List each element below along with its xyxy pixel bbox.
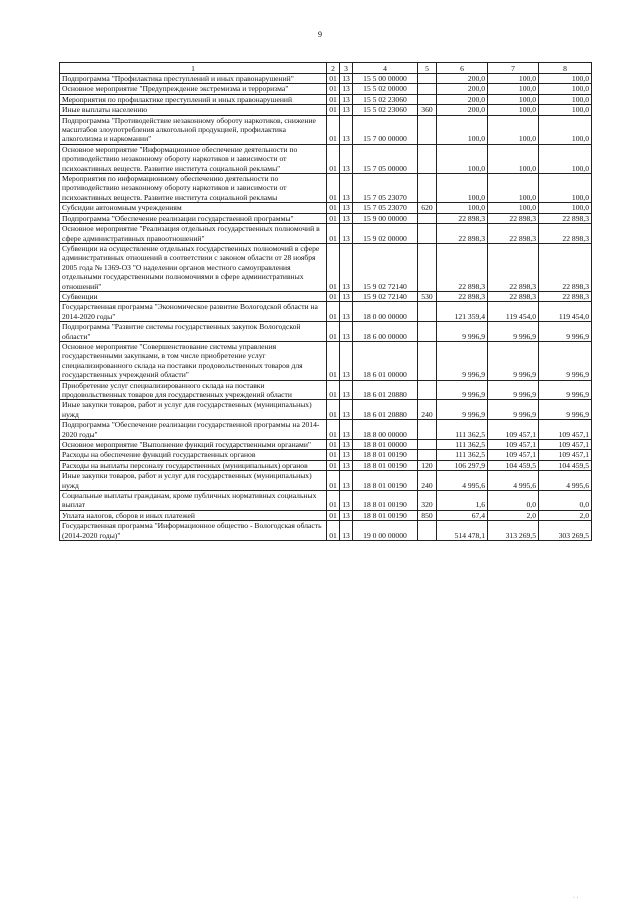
row-year3-amount-cell: 100,0 xyxy=(539,174,592,203)
row-name-cell: Расходы на выплаты персоналу государственных (муниципальных) органов xyxy=(60,460,327,470)
row-year2-amount-cell: 9 996,9 xyxy=(488,380,539,400)
row-name-cell: Субвенции на осуществление отдельных государственных полномочий в сфере административных отношений в соответствии с законом области от 28 ноября 2005 года № 1369-ОЗ "О наделении органов местного самоуправления отдельными государственными полномочиями в сфере административных отношений" xyxy=(60,243,327,291)
row-year3-amount-cell: 0,0 xyxy=(539,491,592,511)
row-year1-amount-cell: 100,0 xyxy=(437,174,488,203)
row-section-cell: 01 xyxy=(327,74,340,84)
row-year1-amount-cell: 67,4 xyxy=(437,510,488,520)
row-expense-type-cell: 320 xyxy=(418,491,437,511)
row-year1-amount-cell: 200,0 xyxy=(437,74,488,84)
row-name-cell: Подпрограмма "Профилактика преступлений и иных правонарушений" xyxy=(60,74,327,84)
row-subsection-cell: 13 xyxy=(340,322,353,342)
row-target-article-cell: 15 5 02 23060 xyxy=(353,105,418,115)
row-subsection-cell: 13 xyxy=(340,84,353,94)
row-expense-type-cell xyxy=(418,420,437,440)
row-section-cell: 01 xyxy=(327,400,340,420)
row-name-cell: Основное мероприятие "Выполнение функций государственными органами" xyxy=(60,440,327,450)
row-name-cell: Мероприятия по профилактике преступлений и иных правонарушений xyxy=(60,94,327,104)
table-row xyxy=(60,213,592,223)
row-year2-amount-cell: 100,0 xyxy=(488,115,539,144)
table-row xyxy=(60,291,592,301)
row-section-cell: 01 xyxy=(327,521,340,541)
row-target-article-cell: 15 5 02 23060 xyxy=(353,94,418,104)
row-expense-type-cell xyxy=(418,174,437,203)
row-year1-amount-cell: 100,0 xyxy=(437,203,488,213)
row-subsection-cell: 13 xyxy=(340,203,353,213)
row-target-article-cell: 18 6 01 00000 xyxy=(353,341,418,380)
table-row xyxy=(60,341,592,380)
row-subsection-cell: 13 xyxy=(340,213,353,223)
row-subsection-cell: 13 xyxy=(340,510,353,520)
table-row xyxy=(60,115,592,144)
row-section-cell: 01 xyxy=(327,174,340,203)
table-row xyxy=(60,380,592,400)
row-section-cell: 01 xyxy=(327,105,340,115)
row-year1-amount-cell: 22 898,3 xyxy=(437,213,488,223)
row-section-cell: 01 xyxy=(327,224,340,244)
table-row xyxy=(60,243,592,291)
row-year1-amount-cell: 106 297,9 xyxy=(437,460,488,470)
page-number: 9 xyxy=(318,30,322,39)
row-section-cell: 01 xyxy=(327,460,340,470)
row-year1-amount-cell: 200,0 xyxy=(437,84,488,94)
row-subsection-cell: 13 xyxy=(340,491,353,511)
row-name-cell: Основное мероприятие "Совершенствование системы управления государственными закупками, в том числе приобретение услуг специализированного склада на поставки продовольственных товаров для государственных учреждений области" xyxy=(60,341,327,380)
row-year1-amount-cell: 111 362,5 xyxy=(437,450,488,460)
row-name-cell: Расходы на обеспечение функций государственных органов xyxy=(60,450,327,460)
row-target-article-cell: 19 0 00 00000 xyxy=(353,521,418,541)
row-target-article-cell: 18 0 00 00000 xyxy=(353,302,418,322)
table-row xyxy=(60,224,592,244)
table-row xyxy=(60,174,592,203)
row-section-cell: 01 xyxy=(327,203,340,213)
table-row xyxy=(60,84,592,94)
row-subsection-cell: 13 xyxy=(340,74,353,84)
row-expense-type-cell: 850 xyxy=(418,510,437,520)
row-year3-amount-cell: 9 996,9 xyxy=(539,400,592,420)
row-target-article-cell: 18 8 01 00190 xyxy=(353,491,418,511)
row-year2-amount-cell: 9 996,9 xyxy=(488,341,539,380)
row-name-cell: Социальные выплаты гражданам, кроме публичных нормативных социальных выплат xyxy=(60,491,327,511)
table-body xyxy=(60,74,592,541)
row-year2-amount-cell: 100,0 xyxy=(488,105,539,115)
header-cell-1: 1 xyxy=(60,63,327,74)
row-subsection-cell: 13 xyxy=(340,174,353,203)
row-subsection-cell: 13 xyxy=(340,243,353,291)
row-target-article-cell: 15 7 05 23070 xyxy=(353,203,418,213)
row-expense-type-cell xyxy=(418,115,437,144)
row-year3-amount-cell: 100,0 xyxy=(539,115,592,144)
row-year2-amount-cell: 100,0 xyxy=(488,84,539,94)
row-name-cell: Государственная программа "Экономическое развитие Вологодской области на 2014-2020 годы" xyxy=(60,302,327,322)
table-row xyxy=(60,450,592,460)
row-expense-type-cell: 360 xyxy=(418,105,437,115)
row-name-cell: Государственная программа "Информационное общество - Вологодская область (2014-2020 годы)" xyxy=(60,521,327,541)
row-year1-amount-cell: 9 996,9 xyxy=(437,341,488,380)
row-section-cell: 01 xyxy=(327,440,340,450)
row-year2-amount-cell: 100,0 xyxy=(488,94,539,104)
row-year1-amount-cell: 9 996,9 xyxy=(437,380,488,400)
row-name-cell: Подпрограмма "Обеспечение реализации государственной программы" xyxy=(60,213,327,223)
row-expense-type-cell: 530 xyxy=(418,291,437,301)
row-year2-amount-cell: 100,0 xyxy=(488,144,539,173)
row-year3-amount-cell: 22 898,3 xyxy=(539,224,592,244)
row-year1-amount-cell: 9 996,9 xyxy=(437,400,488,420)
row-target-article-cell: 18 6 01 20880 xyxy=(353,400,418,420)
row-section-cell: 01 xyxy=(327,213,340,223)
row-year3-amount-cell: 22 898,3 xyxy=(539,213,592,223)
row-subsection-cell: 13 xyxy=(340,302,353,322)
row-subsection-cell: 13 xyxy=(340,144,353,173)
row-year1-amount-cell: 4 995,6 xyxy=(437,471,488,491)
row-year3-amount-cell: 100,0 xyxy=(539,74,592,84)
row-name-cell: Уплата налогов, сборов и иных платежей xyxy=(60,510,327,520)
row-year1-amount-cell: 22 898,3 xyxy=(437,291,488,301)
row-year1-amount-cell: 121 359,4 xyxy=(437,302,488,322)
table-row xyxy=(60,144,592,173)
row-target-article-cell: 15 7 05 23070 xyxy=(353,174,418,203)
row-year2-amount-cell: 9 996,9 xyxy=(488,322,539,342)
row-subsection-cell: 13 xyxy=(340,291,353,301)
row-expense-type-cell xyxy=(418,84,437,94)
row-subsection-cell: 13 xyxy=(340,380,353,400)
row-year2-amount-cell: 119 454,0 xyxy=(488,302,539,322)
row-name-cell: Иные выплаты населению xyxy=(60,105,327,115)
row-subsection-cell: 13 xyxy=(340,440,353,450)
row-expense-type-cell: 240 xyxy=(418,400,437,420)
row-target-article-cell: 15 7 00 00000 xyxy=(353,115,418,144)
row-section-cell: 01 xyxy=(327,115,340,144)
row-subsection-cell: 13 xyxy=(340,341,353,380)
row-name-cell: Подпрограмма "Обеспечение реализации государственной программы на 2014-2020 годы" xyxy=(60,420,327,440)
row-section-cell: 01 xyxy=(327,302,340,322)
table-row xyxy=(60,203,592,213)
row-year2-amount-cell: 109 457,1 xyxy=(488,450,539,460)
row-expense-type-cell xyxy=(418,450,437,460)
row-year3-amount-cell: 4 995,6 xyxy=(539,471,592,491)
header-cell-5: 5 xyxy=(418,63,437,74)
row-target-article-cell: 18 6 00 00000 xyxy=(353,322,418,342)
row-year2-amount-cell: 22 898,3 xyxy=(488,243,539,291)
row-year2-amount-cell: 109 457,1 xyxy=(488,420,539,440)
row-section-cell: 01 xyxy=(327,84,340,94)
row-section-cell: 01 xyxy=(327,144,340,173)
row-target-article-cell: 18 8 01 00190 xyxy=(353,450,418,460)
row-year2-amount-cell: 313 269,5 xyxy=(488,521,539,541)
row-expense-type-cell xyxy=(418,322,437,342)
row-year2-amount-cell: 0,0 xyxy=(488,491,539,511)
row-year3-amount-cell: 100,0 xyxy=(539,94,592,104)
header-row xyxy=(60,63,592,74)
row-expense-type-cell xyxy=(418,302,437,322)
row-year1-amount-cell: 9 996,9 xyxy=(437,322,488,342)
row-year2-amount-cell: 100,0 xyxy=(488,203,539,213)
header-cell-7: 7 xyxy=(488,63,539,74)
row-section-cell: 01 xyxy=(327,243,340,291)
row-year2-amount-cell: 9 996,9 xyxy=(488,400,539,420)
row-year3-amount-cell: 109 457,1 xyxy=(539,450,592,460)
row-year1-amount-cell: 111 362,5 xyxy=(437,440,488,450)
table-row xyxy=(60,510,592,520)
row-section-cell: 01 xyxy=(327,380,340,400)
row-year3-amount-cell: 9 996,9 xyxy=(539,322,592,342)
row-year1-amount-cell: 200,0 xyxy=(437,94,488,104)
table-row xyxy=(60,74,592,84)
row-name-cell: Основное мероприятие "Информационное обеспечение деятельности по противодействию незаконному обороту наркотиков и зависимости от психоактивных веществ. Развитие института социальной рекламы" xyxy=(60,144,327,173)
row-year2-amount-cell: 4 995,6 xyxy=(488,471,539,491)
row-section-cell: 01 xyxy=(327,420,340,440)
row-year3-amount-cell: 100,0 xyxy=(539,84,592,94)
row-subsection-cell: 13 xyxy=(340,94,353,104)
row-expense-type-cell xyxy=(418,341,437,380)
table-row xyxy=(60,400,592,420)
row-year3-amount-cell: 119 454,0 xyxy=(539,302,592,322)
row-subsection-cell: 13 xyxy=(340,115,353,144)
row-target-article-cell: 15 9 00 00000 xyxy=(353,213,418,223)
row-expense-type-cell xyxy=(418,521,437,541)
row-year3-amount-cell: 100,0 xyxy=(539,203,592,213)
table-row xyxy=(60,440,592,450)
row-year2-amount-cell: 22 898,3 xyxy=(488,213,539,223)
table-row xyxy=(60,302,592,322)
header-cell-4: 4 xyxy=(353,63,418,74)
row-target-article-cell: 15 5 02 00000 xyxy=(353,84,418,94)
row-expense-type-cell xyxy=(418,380,437,400)
row-target-article-cell: 15 9 02 72140 xyxy=(353,243,418,291)
row-target-article-cell: 15 9 02 72140 xyxy=(353,291,418,301)
row-year3-amount-cell: 22 898,3 xyxy=(539,243,592,291)
table-row xyxy=(60,94,592,104)
row-year3-amount-cell: 9 996,9 xyxy=(539,380,592,400)
table-row xyxy=(60,491,592,511)
row-section-cell: 01 xyxy=(327,291,340,301)
row-year2-amount-cell: 22 898,3 xyxy=(488,291,539,301)
row-section-cell: 01 xyxy=(327,94,340,104)
row-expense-type-cell: 620 xyxy=(418,203,437,213)
row-section-cell: 01 xyxy=(327,471,340,491)
row-subsection-cell: 13 xyxy=(340,450,353,460)
row-name-cell: Субсидии автономным учреждениям xyxy=(60,203,327,213)
row-section-cell: 01 xyxy=(327,341,340,380)
row-year1-amount-cell: 200,0 xyxy=(437,105,488,115)
header-cell-8: 8 xyxy=(539,63,592,74)
table-row xyxy=(60,471,592,491)
row-expense-type-cell xyxy=(418,243,437,291)
row-target-article-cell: 15 9 02 00000 xyxy=(353,224,418,244)
row-year1-amount-cell: 100,0 xyxy=(437,115,488,144)
row-section-cell: 01 xyxy=(327,491,340,511)
row-year3-amount-cell: 109 457,1 xyxy=(539,440,592,450)
row-year3-amount-cell: 303 269,5 xyxy=(539,521,592,541)
row-target-article-cell: 18 8 01 00190 xyxy=(353,460,418,470)
row-section-cell: 01 xyxy=(327,322,340,342)
header-cell-2: 2 xyxy=(327,63,340,74)
row-target-article-cell: 15 7 05 00000 xyxy=(353,144,418,173)
row-year2-amount-cell: 2,0 xyxy=(488,510,539,520)
table-row xyxy=(60,322,592,342)
row-target-article-cell: 18 8 01 00190 xyxy=(353,471,418,491)
row-name-cell: Основное мероприятие "Предупреждение экстремизма и терроризма" xyxy=(60,84,327,94)
row-name-cell: Подпрограмма "Противодействие незаконному обороту наркотиков, снижение масштабов злоупотребления алкогольной продукцией, профилактика алкоголизма и наркомании" xyxy=(60,115,327,144)
row-year3-amount-cell: 100,0 xyxy=(539,105,592,115)
row-name-cell: Мероприятия по информационному обеспечению деятельности по противодействию незаконному обороту наркотиков и зависимости от психоактивных веществ. Развитие института социальной рекламы xyxy=(60,174,327,203)
row-subsection-cell: 13 xyxy=(340,471,353,491)
row-year1-amount-cell: 100,0 xyxy=(437,144,488,173)
row-expense-type-cell xyxy=(418,224,437,244)
row-expense-type-cell: 240 xyxy=(418,471,437,491)
row-expense-type-cell xyxy=(418,94,437,104)
row-expense-type-cell xyxy=(418,144,437,173)
row-year3-amount-cell: 22 898,3 xyxy=(539,291,592,301)
row-year3-amount-cell: 9 996,9 xyxy=(539,341,592,380)
row-year2-amount-cell: 22 898,3 xyxy=(488,224,539,244)
row-year3-amount-cell: 109 457,1 xyxy=(539,420,592,440)
row-name-cell: Иные закупки товаров, работ и услуг для государственных (муниципальных) нужд xyxy=(60,471,327,491)
row-section-cell: 01 xyxy=(327,450,340,460)
row-expense-type-cell xyxy=(418,74,437,84)
row-year1-amount-cell: 1,6 xyxy=(437,491,488,511)
table-row xyxy=(60,460,592,470)
row-name-cell: Подпрограмма "Развитие системы государственных закупок Вологодской области" xyxy=(60,322,327,342)
row-name-cell: Субвенции xyxy=(60,291,327,301)
row-expense-type-cell xyxy=(418,440,437,450)
header-cell-6: 6 xyxy=(437,63,488,74)
row-target-article-cell: 18 6 01 20880 xyxy=(353,380,418,400)
row-year1-amount-cell: 111 362,5 xyxy=(437,420,488,440)
row-year3-amount-cell: 2,0 xyxy=(539,510,592,520)
row-section-cell: 01 xyxy=(327,510,340,520)
row-subsection-cell: 13 xyxy=(340,521,353,541)
table-row xyxy=(60,105,592,115)
row-name-cell: Приобретение услуг специализированного склада на поставки продовольственных товаров для государственных учреждений области xyxy=(60,380,327,400)
row-name-cell: Основное мероприятие "Реализация отдельных государственных полномочий в сфере административных правоотношений" xyxy=(60,224,327,244)
row-name-cell: Иные закупки товаров, работ и услуг для государственных (муниципальных) нужд xyxy=(60,400,327,420)
row-year1-amount-cell: 22 898,3 xyxy=(437,224,488,244)
budget-table xyxy=(59,62,592,541)
row-year1-amount-cell: 514 478,1 xyxy=(437,521,488,541)
scan-mark: · · xyxy=(573,895,579,901)
row-subsection-cell: 13 xyxy=(340,400,353,420)
row-target-article-cell: 18 8 00 00000 xyxy=(353,420,418,440)
table-row xyxy=(60,420,592,440)
row-target-article-cell: 18 8 01 00190 xyxy=(353,510,418,520)
row-year1-amount-cell: 22 898,3 xyxy=(437,243,488,291)
row-expense-type-cell xyxy=(418,213,437,223)
row-year3-amount-cell: 104 459,5 xyxy=(539,460,592,470)
row-year2-amount-cell: 100,0 xyxy=(488,74,539,84)
row-target-article-cell: 15 5 00 00000 xyxy=(353,74,418,84)
row-subsection-cell: 13 xyxy=(340,420,353,440)
row-year2-amount-cell: 109 457,1 xyxy=(488,440,539,450)
row-expense-type-cell: 120 xyxy=(418,460,437,470)
row-year3-amount-cell: 100,0 xyxy=(539,144,592,173)
row-subsection-cell: 13 xyxy=(340,460,353,470)
table-row xyxy=(60,521,592,541)
row-year2-amount-cell: 104 459,5 xyxy=(488,460,539,470)
row-subsection-cell: 13 xyxy=(340,105,353,115)
row-target-article-cell: 18 8 01 00000 xyxy=(353,440,418,450)
row-subsection-cell: 13 xyxy=(340,224,353,244)
header-cell-3: 3 xyxy=(340,63,353,74)
row-year2-amount-cell: 100,0 xyxy=(488,174,539,203)
